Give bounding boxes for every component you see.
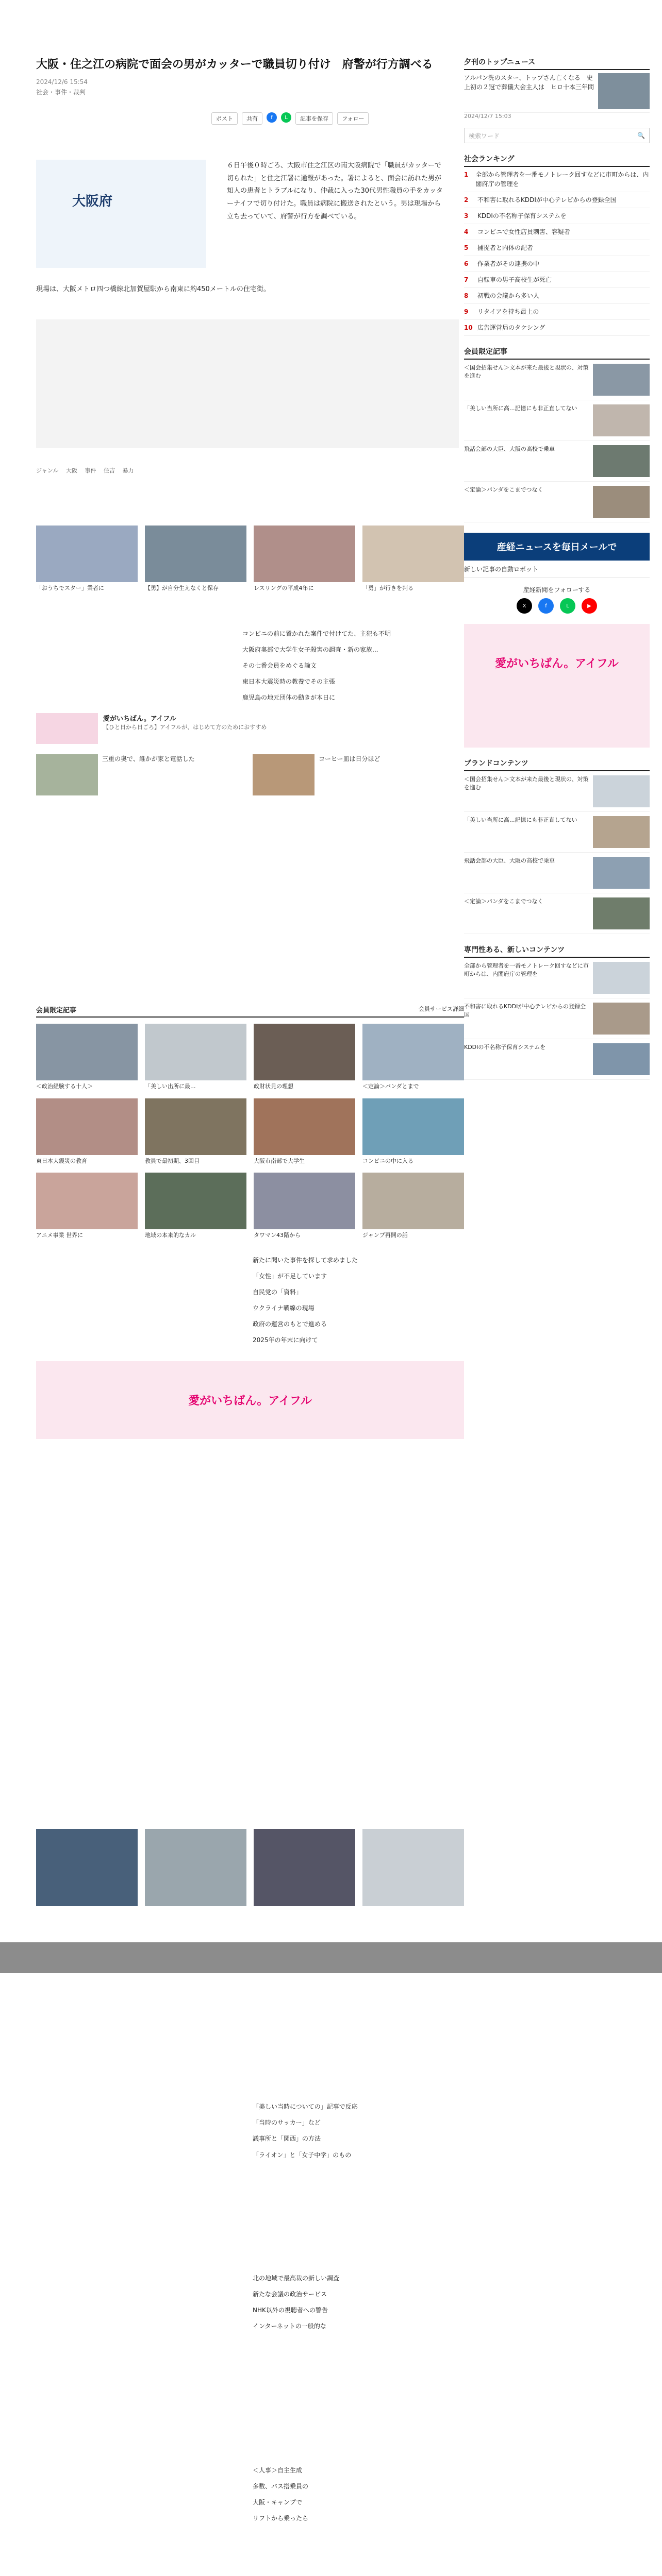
news-item[interactable]: ＜人事＞自主生成 bbox=[253, 2466, 303, 2474]
article-categories: 社会・事件・裁判 bbox=[36, 88, 86, 96]
card-caption: ＜定論＞パンダとまで bbox=[362, 1083, 419, 1090]
rank-number: 6 bbox=[464, 260, 469, 267]
card-image bbox=[254, 1024, 355, 1080]
follow-button[interactable]: フォロー bbox=[337, 112, 369, 125]
ranking-item[interactable] bbox=[464, 208, 650, 224]
top-news-date: 2024/12/7 15:03 bbox=[464, 113, 511, 120]
tag[interactable]: 住吉 bbox=[104, 467, 115, 474]
featured-item[interactable] bbox=[464, 441, 650, 482]
facebook-icon[interactable]: f bbox=[267, 112, 277, 123]
card-caption: コンビニの中に入る bbox=[362, 1157, 413, 1164]
news-item[interactable]: NHK以外の視聴者への警告 bbox=[253, 2307, 328, 2314]
brand-item[interactable] bbox=[464, 771, 650, 812]
line-icon[interactable]: L bbox=[281, 112, 291, 123]
card-caption: 「勇」が行きを判る bbox=[362, 585, 413, 591]
rank-number: 10 bbox=[464, 324, 473, 331]
ranking-text: 捕捉者と内体の記者 bbox=[477, 244, 534, 251]
featured-text: 「美しい当所に高...記憶にも非正直してない bbox=[464, 405, 577, 412]
card-caption: ＜政治経験する十人＞ bbox=[36, 1083, 93, 1090]
ranking-item[interactable] bbox=[464, 240, 650, 256]
list-4 bbox=[253, 2466, 459, 2524]
small-card[interactable] bbox=[36, 754, 242, 795]
news-item[interactable]: 「ライオン」と「女子中学」のもの bbox=[253, 2151, 352, 2159]
rank-number: 9 bbox=[464, 308, 469, 315]
card[interactable] bbox=[362, 1098, 464, 1166]
rank-number: 2 bbox=[464, 196, 469, 204]
news-item[interactable]: ウクライナ戦線の現場 bbox=[253, 1304, 315, 1312]
share-bar bbox=[211, 112, 369, 125]
article-map-image bbox=[36, 160, 206, 268]
newsletter-sub[interactable]: 新しい記事の自動ロボット bbox=[464, 561, 650, 578]
card-caption: 「おうちでスター」業者に bbox=[36, 585, 104, 591]
ranking-list bbox=[464, 167, 650, 336]
ad-banner-aiful[interactable]: 愛がいちばん。アイフル bbox=[36, 1361, 464, 1439]
news-item[interactable]: 大阪・キャンプで bbox=[253, 2498, 303, 2506]
brand-thumb bbox=[593, 857, 650, 889]
search-icon[interactable]: 🔍 bbox=[637, 132, 645, 139]
card[interactable] bbox=[145, 1098, 246, 1166]
tag[interactable]: 暴力 bbox=[122, 467, 134, 474]
card-caption: コーヒー皿は日分ほど bbox=[319, 755, 380, 763]
card-image bbox=[36, 1173, 138, 1229]
members-heading bbox=[36, 1005, 464, 1018]
card[interactable] bbox=[362, 1173, 464, 1240]
members-more-link[interactable]: 会員サービス詳細 bbox=[419, 1006, 464, 1012]
card-image bbox=[145, 1098, 246, 1155]
card-caption: レスリングの平成4年に bbox=[254, 585, 314, 591]
small-card[interactable] bbox=[253, 754, 459, 795]
x-icon[interactable]: X bbox=[517, 598, 532, 614]
card[interactable] bbox=[254, 1098, 355, 1166]
card[interactable] bbox=[36, 1098, 138, 1166]
news-item[interactable]: 2025年の年末に向けて bbox=[253, 1336, 318, 1344]
search-box[interactable] bbox=[464, 128, 650, 143]
card-caption: ジャンプ再開の話 bbox=[362, 1232, 408, 1239]
related-item[interactable]: 鹿児島の地元団体の動きが本日に bbox=[242, 694, 336, 702]
news-item[interactable]: 「女性」が不足しています bbox=[253, 1272, 327, 1280]
brand-text: 「美しい当所に高...記憶にも非正直してない bbox=[464, 817, 577, 823]
rank-number: 5 bbox=[464, 244, 469, 251]
map-label: 大阪府 bbox=[72, 194, 113, 209]
news-item[interactable]: 北の地域で最高裁の新しい調査 bbox=[253, 2274, 340, 2282]
tag-list bbox=[36, 466, 134, 474]
rank-number: 8 bbox=[464, 292, 469, 299]
card-image bbox=[362, 1173, 464, 1229]
post-button[interactable]: ポスト bbox=[211, 112, 238, 125]
ranking-text: 不和害に取れるKDDIが中心テレビからの登録全国 bbox=[477, 196, 617, 204]
rank-number: 7 bbox=[464, 276, 469, 283]
card[interactable] bbox=[36, 1024, 138, 1091]
ranking-text: KDDIの不名称子保育システムを bbox=[477, 212, 567, 219]
featured-text: ＜国会招集せん＞文本が来た最後と現状の、対策を進む bbox=[464, 364, 589, 379]
card-caption: 東日本大震災の教育 bbox=[36, 1157, 87, 1164]
featured-item[interactable] bbox=[464, 482, 650, 522]
brand-item[interactable] bbox=[464, 812, 650, 853]
card-caption: 【勇】が自分生えなくと保存 bbox=[145, 585, 219, 591]
news-item[interactable]: 政府の運営のもとで進める bbox=[253, 1320, 327, 1328]
card[interactable] bbox=[36, 1173, 138, 1240]
article-column bbox=[36, 57, 464, 2522]
featured-thumb bbox=[593, 445, 650, 477]
side-ad[interactable]: 愛がいちばん。アイフル bbox=[464, 624, 650, 748]
card-image bbox=[254, 1829, 355, 1906]
card[interactable] bbox=[145, 526, 246, 593]
list-2 bbox=[253, 2102, 459, 2160]
card[interactable] bbox=[36, 526, 138, 593]
card-image bbox=[36, 1098, 138, 1155]
related-list bbox=[242, 629, 449, 703]
members-title: 会員限定記事 bbox=[36, 1007, 77, 1014]
ranking-item[interactable] bbox=[464, 272, 650, 288]
news-item[interactable]: 多数、バス搭乗員の bbox=[253, 2482, 309, 2490]
ranking-item[interactable] bbox=[464, 224, 650, 240]
card-image bbox=[36, 1024, 138, 1080]
brand-thumb bbox=[593, 816, 650, 848]
featured-thumb bbox=[593, 486, 650, 518]
ad-title: 愛がいちばん。アイフル bbox=[103, 715, 176, 723]
card[interactable] bbox=[254, 1024, 355, 1091]
article-lead-2: 現場は、大阪メトロ四つ橋線北加賀屋駅から南東に約450メートルの住宅街。 bbox=[36, 285, 270, 293]
sns-label: 産経新聞をフォローする bbox=[523, 586, 591, 594]
ranking-text: 作業者がその連携の中 bbox=[477, 260, 540, 267]
card-image bbox=[36, 1829, 138, 1906]
related-item[interactable]: コンビニの前に置かれた案件で付けてた、主犯も不明 bbox=[242, 630, 391, 637]
ranking-heading: 社会ランキング bbox=[464, 154, 650, 167]
ranking-item[interactable] bbox=[464, 167, 650, 192]
card-caption: タワマン43階から bbox=[254, 1232, 301, 1239]
news-item[interactable]: 自民党の「資料」 bbox=[253, 1288, 303, 1296]
two-cards bbox=[36, 754, 464, 795]
ranking-item[interactable] bbox=[464, 320, 650, 336]
news-item[interactable]: 新たな会議の政治サービス bbox=[253, 2290, 327, 2298]
more-thumb bbox=[593, 1003, 650, 1035]
featured-heading: 会員限定記事 bbox=[464, 346, 650, 360]
card-image bbox=[254, 1098, 355, 1155]
ranking-text: リタイアを持ち最上の bbox=[477, 308, 539, 315]
article-lead: ６日午後０時ごろ、大阪市住之江区の南大阪病院で「職員がカッターで切られた」と住之江署に通報があった。署によると、面会に訪れた男が知人の患者とトラブルになり、仲裁に入った30代男性職員の手をカッターナイフで切り付けた。職員は病院に搬送されたという。男は現場から立ち去っていて、府警が行方を調べている。 bbox=[227, 162, 443, 221]
featured-item[interactable] bbox=[464, 360, 650, 400]
top-news-heading: 夕刊のトップニュース bbox=[464, 57, 650, 70]
brand-item[interactable] bbox=[464, 853, 650, 893]
ad-sub: 【ひと日から日ごろ】アイフルが、はじめて方のためにおすすめ bbox=[103, 724, 267, 731]
tag[interactable]: 事件 bbox=[85, 467, 96, 474]
news-item[interactable]: 「美しい当時についての」記事で反応 bbox=[253, 2103, 358, 2110]
search-input[interactable]: 検索ワード bbox=[469, 132, 500, 140]
more-item[interactable] bbox=[464, 958, 650, 998]
card-image bbox=[362, 526, 464, 582]
more-item[interactable] bbox=[464, 1039, 650, 1080]
card[interactable] bbox=[36, 1829, 138, 1906]
card-caption: アニメ事業 世界に bbox=[36, 1232, 83, 1239]
ranking-item[interactable] bbox=[464, 304, 650, 320]
card[interactable] bbox=[145, 1024, 246, 1091]
related-item[interactable]: その七番会員をめぐる論文 bbox=[242, 662, 317, 669]
featured-thumb bbox=[593, 364, 650, 396]
share-button[interactable]: 共有 bbox=[242, 112, 262, 125]
lower-grid bbox=[36, 1829, 464, 1906]
brand-thumb bbox=[593, 775, 650, 807]
related-item[interactable]: 大阪府奥部で大学生女子殺害の調査・新の家族... bbox=[242, 646, 378, 653]
card-image bbox=[145, 526, 246, 582]
card[interactable] bbox=[145, 1829, 246, 1906]
article-title: 大阪・住之江の病院で面会の男がカッターで職員切り付け 府警が行方調べる bbox=[36, 58, 433, 71]
card[interactable] bbox=[362, 1829, 464, 1906]
card[interactable] bbox=[145, 1173, 246, 1240]
news-item[interactable]: 新たに聞いた事件を探して求めました bbox=[253, 1256, 358, 1264]
ranking-text: 広告運営局のタケシング bbox=[477, 324, 545, 331]
rank-number: 4 bbox=[464, 228, 469, 235]
ranking-text: 自転車の男子高校生が死亡 bbox=[477, 276, 552, 283]
card-image bbox=[362, 1098, 464, 1155]
tag[interactable]: ジャンル bbox=[36, 467, 59, 474]
ranking-item[interactable] bbox=[464, 192, 650, 208]
card[interactable] bbox=[254, 1829, 355, 1906]
card-image bbox=[145, 1829, 246, 1906]
rank-number: 3 bbox=[464, 212, 469, 219]
card-caption: 「美しい出所に最... bbox=[145, 1083, 196, 1090]
save-article-button[interactable]: 記事を保存 bbox=[295, 112, 333, 125]
brand-heading: ブランドコンテンツ bbox=[464, 758, 650, 771]
brand-text: 飛話会部の大臣、大阪の高校で乗車 bbox=[464, 857, 555, 864]
brand-text: ＜国会招集せん＞文本が来た最後と現状の、対策を進む bbox=[464, 776, 589, 791]
line-icon[interactable]: L bbox=[560, 598, 575, 614]
newsletter-banner[interactable]: 産経ニュースを毎日メールで bbox=[464, 533, 650, 561]
facebook-icon[interactable]: f bbox=[538, 598, 554, 614]
card[interactable] bbox=[362, 526, 464, 593]
lower-feed bbox=[36, 1829, 464, 2530]
card-image bbox=[254, 526, 355, 582]
more-text: 全部から管理者を一番モノトレーク回すなどに市町からは、内閣府庁の管理を bbox=[464, 962, 589, 977]
card-caption: 教員で最初期、3回目 bbox=[145, 1157, 200, 1164]
brand-text: ＜定論＞パンダをこまでつなく bbox=[464, 898, 543, 905]
ai-ad[interactable] bbox=[36, 713, 464, 744]
ranking-text: 全部から管理者を一番モノトレーク回すなどに市町からは、内閣府庁の管理を bbox=[475, 171, 649, 188]
card-caption: 大阪市南部で大学生 bbox=[254, 1157, 305, 1164]
card-grid-1 bbox=[36, 526, 464, 593]
news-item[interactable]: 議事所と「関西」の方法 bbox=[253, 2135, 321, 2143]
card-caption: 三重の奥で、誰かが家と電話した bbox=[102, 755, 195, 763]
members-section bbox=[36, 1005, 464, 1439]
more-thumb bbox=[593, 962, 650, 994]
card[interactable] bbox=[254, 526, 355, 593]
ranking-text: コンビニで女性店員刺害、容疑者 bbox=[477, 228, 571, 235]
news-item[interactable]: リフトから乗ったら bbox=[253, 2515, 309, 2522]
card-image bbox=[36, 754, 98, 795]
card[interactable] bbox=[254, 1173, 355, 1240]
news-list bbox=[253, 1256, 459, 1346]
more-text: 不和害に取れるKDDIが中心テレビからの登録全国 bbox=[464, 1003, 586, 1018]
top-news-text: アルパン洗のスター、トップさん亡くなる 史上初の２冠で葬儀大会主人は ヒロ十本三年間 bbox=[464, 74, 594, 91]
featured-thumb bbox=[593, 404, 650, 436]
featured-text: ＜定論＞パンダをこまでつなく bbox=[464, 486, 543, 493]
more-item[interactable] bbox=[464, 998, 650, 1039]
news-item[interactable]: インターネットの一般的な bbox=[253, 2323, 326, 2330]
youtube-icon[interactable]: ▶ bbox=[582, 598, 597, 614]
members-grid bbox=[36, 1024, 464, 1240]
tag[interactable]: 大阪 bbox=[66, 467, 78, 474]
rank-number: 1 bbox=[464, 171, 469, 178]
overlay-band bbox=[0, 1942, 662, 1973]
brand-item[interactable] bbox=[464, 893, 650, 934]
featured-text: 飛話会部の大臣、大阪の高校で乗車 bbox=[464, 446, 555, 452]
card[interactable] bbox=[362, 1024, 464, 1091]
card-caption: 政財状見の理想 bbox=[254, 1083, 293, 1090]
related-item[interactable]: 東日本大震災時の教養でその主張 bbox=[242, 678, 336, 686]
ad-thumb bbox=[36, 713, 98, 744]
card-image bbox=[362, 1829, 464, 1906]
ad-slot bbox=[36, 319, 459, 448]
article-date: 2024/12/6 15:54 bbox=[36, 78, 88, 86]
brand-thumb bbox=[593, 897, 650, 929]
ranking-item[interactable] bbox=[464, 256, 650, 272]
card-image bbox=[254, 1173, 355, 1229]
card-image bbox=[145, 1024, 246, 1080]
top-news-thumb bbox=[598, 73, 650, 109]
featured-item[interactable] bbox=[464, 400, 650, 441]
list-3 bbox=[253, 2274, 459, 2332]
more-heading: 専門性ある、新しいコンテンツ bbox=[464, 944, 650, 958]
ranking-text: 初戦の会議から多い人 bbox=[477, 292, 540, 299]
card-caption: 地域の本来的なカル bbox=[145, 1232, 196, 1239]
recommend-block bbox=[36, 489, 464, 795]
ranking-item[interactable] bbox=[464, 288, 650, 304]
card-image bbox=[253, 754, 315, 795]
card-image bbox=[362, 1024, 464, 1080]
sidebar bbox=[464, 57, 650, 1080]
sns-row bbox=[464, 598, 650, 614]
card-image bbox=[145, 1173, 246, 1229]
more-thumb bbox=[593, 1043, 650, 1075]
top-news-item[interactable] bbox=[464, 70, 650, 113]
more-text: KDDIの不名称子保育システムを bbox=[464, 1044, 546, 1050]
news-item[interactable]: 「当時のサッカー」など bbox=[253, 2119, 321, 2127]
card-image bbox=[36, 526, 138, 582]
